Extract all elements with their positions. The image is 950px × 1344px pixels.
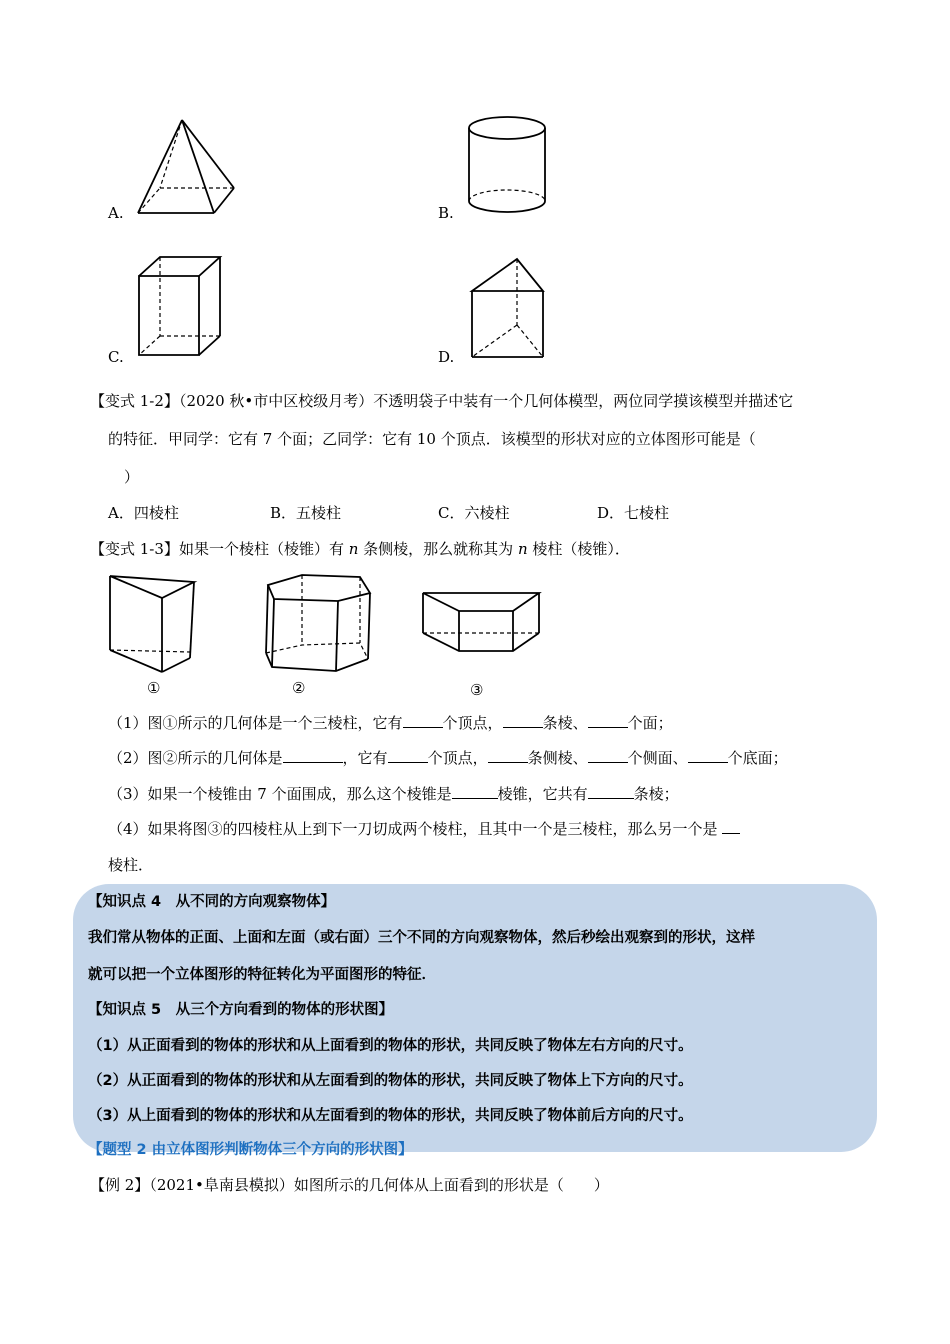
knowledge-4-line2: 就可以把一个立体图形的特征转化为平面图形的特征．	[88, 967, 436, 983]
choice-a: A．四棱柱	[108, 504, 179, 522]
answer-blank[interactable]	[403, 712, 443, 728]
knowledge-5-item: （3）从上面看到的物体的形状和从左面看到的物体的形状，共同反映了物体前后方向的尺寸。	[88, 1108, 693, 1124]
prism-figure-3	[421, 589, 551, 659]
cuboid-figure	[137, 255, 237, 365]
answer-blank[interactable]	[388, 747, 428, 763]
question-tag: 【变式 1-3】	[90, 540, 179, 558]
subquestion-3: （3）如果一个棱锥由 7 个面围成，那么这个棱锥是 棱锥，它共有 条棱；	[108, 785, 679, 803]
answer-blank[interactable]	[588, 712, 628, 728]
prism-figure-1	[106, 574, 206, 684]
choice-c: C．六棱柱	[438, 504, 510, 522]
knowledge-4-title: 【知识点 4 从不同的方向观察物体】	[88, 894, 336, 910]
subquestion-4-cont: 棱柱．	[108, 856, 154, 874]
pyramid-figure	[136, 118, 246, 218]
question-1-2-line2: 的特征．甲同学：它有 7 个面；乙同学：它有 10 个顶点．该模型的形状对应的立体图形可能是（	[108, 430, 756, 448]
answer-blank[interactable]	[588, 783, 634, 799]
answer-blank[interactable]	[503, 712, 543, 728]
knowledge-5-title: 【知识点 5 从三个方向看到的物体的形状图】	[88, 1002, 394, 1018]
example-tag: 【例 2】	[90, 1176, 150, 1194]
question-1-3-intro: 【变式 1-3】如果一个棱柱（棱锥）有 n 条侧棱，那么就称其为 n 棱柱（棱锥）．	[90, 540, 630, 558]
option-d-label: D.	[438, 348, 455, 366]
example-2: 【例 2】（2021•阜南县模拟）如图所示的几何体从上面看到的形状是（ ）	[90, 1176, 609, 1194]
answer-blank[interactable]	[722, 818, 740, 834]
figure-2-label: ②	[292, 679, 306, 697]
figure-3-label: ③	[470, 681, 484, 699]
option-a-label: A.	[108, 204, 124, 222]
question-tag: 【变式 1-2】	[90, 392, 179, 410]
triangular-prism-figure	[470, 255, 560, 365]
knowledge-5-item: （1）从正面看到的物体的形状和从上面看到的物体的形状，共同反映了物体左右方向的尺寸。	[88, 1038, 693, 1054]
answer-blank[interactable]	[688, 747, 728, 763]
subquestion-2: （2）图②所示的几何体是 ，它有 个顶点， 条侧棱、 个侧面、 个底面；	[108, 749, 788, 767]
subquestion-1: （1）图①所示的几何体是一个三棱柱，它有 个顶点， 条棱、 个面；	[108, 714, 673, 732]
question-1-2-line3: ）	[124, 468, 140, 486]
question-source: （2020 秋•市中区校级月考）	[178, 392, 374, 410]
knowledge-5-item: （2）从正面看到的物体的形状和从左面看到的物体的形状，共同反映了物体上下方向的尺寸。	[88, 1073, 693, 1089]
answer-blank[interactable]	[283, 747, 343, 763]
figure-1-label: ①	[147, 679, 161, 697]
option-c-label: C.	[108, 348, 124, 366]
type-2-title: 【题型 2 由立体图形判断物体三个方向的形状图】	[88, 1142, 413, 1158]
answer-blank[interactable]	[452, 783, 498, 799]
choice-d: D．七棱柱	[597, 504, 670, 522]
knowledge-4-line1: 我们常从物体的正面、上面和左面（或右面）三个不同的方向观察物体，然后秒绘出观察到的形状，这样	[88, 930, 755, 946]
answer-blank[interactable]	[588, 747, 628, 763]
choice-b: B．五棱柱	[270, 504, 342, 522]
cylinder-figure	[468, 115, 558, 215]
question-1-2-line1: 【变式 1-2】（2020 秋•市中区校级月考）不透明袋子中装有一个几何体模型，两位同学摸该模型并描述它	[90, 392, 794, 410]
subquestion-4: （4）如果将图③的四棱柱从上到下一刀切成两个棱柱，且其中一个是三棱柱，那么另一个是	[108, 818, 740, 839]
answer-blank[interactable]	[488, 747, 528, 763]
option-b-label: B.	[438, 204, 454, 222]
prism-figure-2	[262, 575, 382, 685]
